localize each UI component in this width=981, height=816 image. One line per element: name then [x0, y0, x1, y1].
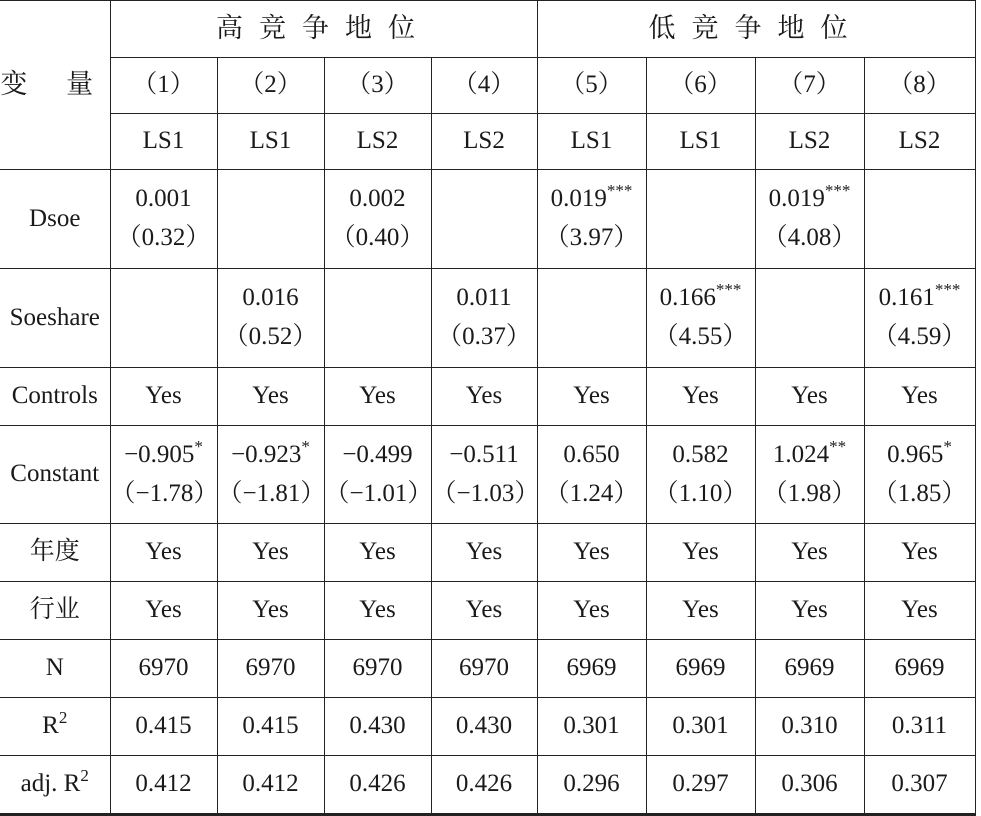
cell-soeshare-8 [864, 269, 975, 368]
cell-constant-3 [324, 426, 431, 524]
table-row-controls [0, 368, 975, 426]
cell-dsoe-3 [324, 170, 431, 269]
row-label-n: N [0, 640, 110, 698]
column-number-7: （7） [755, 58, 864, 114]
cell-dsoe-7 [755, 170, 864, 269]
t-statistic: （1.85） [872, 479, 967, 507]
dependent-variable-1: LS1 [110, 114, 217, 170]
t-statistic: （0.37） [437, 323, 531, 350]
significance-stars: ** [829, 436, 847, 456]
t-statistic: （4.55） [653, 323, 748, 350]
column-number-5: （5） [537, 58, 646, 114]
cell-controls-8: Yes [864, 368, 975, 426]
cell-r2-7: 0.310 [755, 698, 864, 756]
cell-constant-4 [431, 426, 540, 524]
table-row-industry [0, 582, 975, 640]
cell-n-7: 6969 [755, 640, 864, 698]
t-statistic: （0.52） [223, 323, 318, 350]
t-statistic: （0.32） [116, 224, 211, 251]
cell-r2-4: 0.430 [431, 698, 537, 756]
row-label-industry: 行业 [0, 582, 110, 640]
cell-year-5: Yes [537, 524, 646, 582]
cell-soeshare-6 [646, 269, 755, 368]
cell-year-1: Yes [110, 524, 217, 582]
row-label-adjr2: adj. $R^2$ [0, 756, 110, 815]
cell-controls-2: Yes [217, 368, 324, 426]
cell-constant-7 [755, 426, 864, 524]
row-label-r2: $R^2$ [0, 698, 110, 756]
cell-r2-1: 0.415 [110, 698, 217, 756]
cell-constant-6 [646, 426, 755, 524]
coefficient: −0.511 [449, 440, 519, 468]
cell-n-4: 6970 [431, 640, 537, 698]
dependent-variable-5: LS1 [537, 114, 646, 170]
cell-constant-8 [864, 426, 975, 524]
cell-r2-6: 0.301 [646, 698, 755, 756]
table-row-n [0, 640, 975, 698]
cell-adjr2-8: 0.307 [864, 756, 975, 815]
cell-n-5: 6969 [537, 640, 646, 698]
cell-dsoe-6 [646, 170, 755, 269]
t-statistic: （4.08） [762, 224, 857, 251]
coefficient: 0.650 [563, 440, 620, 468]
cell-r2-5: 0.301 [537, 698, 646, 756]
cell-n-6: 6969 [646, 640, 755, 698]
cell-n-8: 6969 [864, 640, 975, 698]
t-statistic: （4.59） [872, 323, 967, 350]
coefficient: 0.582 [672, 440, 729, 468]
significance-stars: *** [934, 280, 961, 300]
row-label-dsoe: Dsoe [0, 170, 110, 269]
cell-adjr2-4: 0.426 [431, 756, 537, 815]
coefficient: 1.024 [772, 440, 830, 468]
cell-industry-4: Yes [431, 582, 537, 640]
table-row-soeshare [0, 269, 975, 368]
dependent-variable-6: LS1 [646, 114, 755, 170]
cell-industry-7: Yes [755, 582, 864, 640]
cell-soeshare-1 [110, 269, 217, 368]
cell-soeshare-2 [217, 269, 324, 368]
cell-controls-3: Yes [324, 368, 431, 426]
cell-adjr2-2: 0.412 [217, 756, 324, 815]
t-statistic: （1.10） [653, 479, 748, 507]
table-row-r2 [0, 698, 975, 756]
cell-adjr2-6: 0.297 [646, 756, 755, 815]
row-label-controls: Controls [0, 368, 110, 426]
cell-adjr2-3: 0.426 [324, 756, 431, 815]
cell-soeshare-5 [537, 269, 646, 368]
column-number-4: （4） [431, 58, 537, 114]
cell-industry-5: Yes [537, 582, 646, 640]
column-number-1: （1） [110, 58, 217, 114]
cell-industry-6: Yes [646, 582, 755, 640]
cell-year-2: Yes [217, 524, 324, 582]
t-statistic: （1.98） [762, 479, 857, 507]
coefficient: −0.923 [231, 440, 302, 468]
cell-constant-2 [217, 426, 324, 524]
cell-industry-2: Yes [217, 582, 324, 640]
t-statistic: （0.40） [330, 224, 425, 251]
cell-r2-2: 0.415 [217, 698, 324, 756]
cell-industry-3: Yes [324, 582, 431, 640]
cell-constant-1 [110, 426, 217, 524]
t-statistic: （−1.03） [431, 479, 540, 507]
row-label-constant: Constant [0, 426, 110, 524]
cell-industry-8: Yes [864, 582, 975, 640]
cell-controls-7: Yes [755, 368, 864, 426]
cell-industry-1: Yes [110, 582, 217, 640]
cell-adjr2-1: 0.412 [110, 756, 217, 815]
coefficient: 0.002 [349, 185, 406, 213]
coefficient: 0.019 [550, 185, 607, 213]
column-number-6: （6） [646, 58, 755, 114]
significance-stars: *** [606, 181, 633, 201]
coefficient: 0.019 [768, 185, 825, 213]
t-statistic: （−1.78） [110, 479, 219, 507]
dependent-variable-8: LS2 [864, 114, 975, 170]
cell-dsoe-2 [217, 170, 324, 269]
cell-soeshare-3 [324, 269, 431, 368]
significance-stars: * [301, 436, 310, 456]
cell-n-3: 6970 [324, 640, 431, 698]
column-number-3: （3） [324, 58, 431, 114]
row-label-year: 年度 [0, 524, 110, 582]
coefficient: −0.499 [342, 440, 413, 468]
column-number-8: （8） [864, 58, 975, 114]
table-row-dsoe [0, 170, 975, 269]
cell-adjr2-7: 0.306 [755, 756, 864, 815]
t-statistic: （1.24） [544, 479, 639, 507]
significance-stars: *** [824, 181, 851, 201]
cell-dsoe-5 [537, 170, 646, 269]
significance-stars: * [194, 436, 203, 456]
cell-n-2: 6970 [217, 640, 324, 698]
coefficient: 0.011 [456, 284, 512, 312]
dependent-variable-2: LS1 [217, 114, 324, 170]
cell-year-6: Yes [646, 524, 755, 582]
variable-header: 变 量 [0, 1, 110, 170]
significance-stars: *** [715, 280, 742, 300]
cell-year-8: Yes [864, 524, 975, 582]
dependent-variable-7: LS2 [755, 114, 864, 170]
cell-controls-5: Yes [537, 368, 646, 426]
cell-controls-4: Yes [431, 368, 537, 426]
cell-dsoe-4 [431, 170, 537, 269]
cell-r2-3: 0.430 [324, 698, 431, 756]
coefficient: 0.016 [242, 284, 299, 312]
cell-controls-1: Yes [110, 368, 217, 426]
cell-dsoe-1 [110, 170, 217, 269]
table-row-year [0, 524, 975, 582]
coefficient: 0.166 [659, 284, 716, 312]
cell-year-4: Yes [431, 524, 537, 582]
column-number-2: （2） [217, 58, 324, 114]
group-low-competition: 低竞争地位 [537, 1, 975, 58]
row-label-soeshare: Soeshare [0, 269, 110, 368]
table-row-constant [0, 426, 975, 524]
cell-n-1: 6970 [110, 640, 217, 698]
cell-controls-6: Yes [646, 368, 755, 426]
dependent-variable-3: LS2 [324, 114, 431, 170]
coefficient: 0.965 [887, 440, 944, 468]
cell-soeshare-4 [431, 269, 537, 368]
t-statistic: （−1.01） [324, 479, 433, 507]
significance-stars: * [943, 436, 952, 456]
cell-soeshare-7 [755, 269, 864, 368]
cell-adjr2-5: 0.296 [537, 756, 646, 815]
cell-r2-8: 0.311 [864, 698, 975, 756]
t-statistic: （3.97） [544, 224, 639, 251]
cell-constant-5 [537, 426, 646, 524]
coefficient: 0.001 [135, 185, 192, 213]
dependent-variable-4: LS2 [431, 114, 537, 170]
cell-dsoe-8 [864, 170, 975, 269]
t-statistic: （−1.81） [217, 479, 326, 507]
cell-year-3: Yes [324, 524, 431, 582]
coefficient: 0.161 [878, 284, 935, 312]
cell-year-7: Yes [755, 524, 864, 582]
coefficient: −0.905 [124, 440, 195, 468]
group-high-competition: 高竞争地位 [110, 1, 537, 58]
table-row-adjr2 [0, 756, 975, 815]
